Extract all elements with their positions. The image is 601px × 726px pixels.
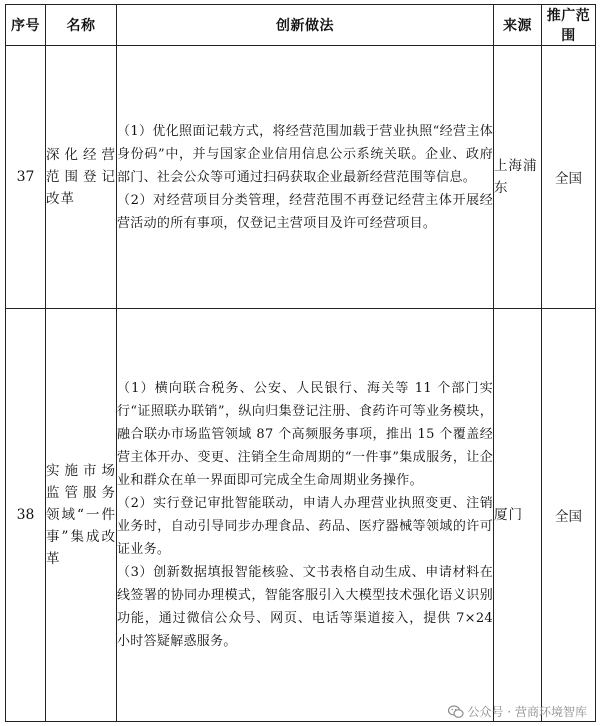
method-item: （1）优化照面记载方式，将经营范围加载于营业执照“经营主体身份码”中，并与国家企业信用信息公示系统关联。企业、政府部门、社会公众等可通过扫码获取企业最新经营范围等信息。 (117, 123, 493, 185)
row-source: 厦门 (494, 309, 542, 722)
row-name: 深化经营范围登记改革 (46, 46, 117, 309)
method-item: （1）横向联合税务、公安、人民银行、海关等 11 个部门实行“证照联办联销”，纵向归集登记注册、食药许可等业务模块，融合联办市场监管领域 87 个高频服务事项，推出 15 个覆盖经营主体开办、变更、注销全生命周期的“一件事”集成服务，让企业和群众在单一界面即可完成全生命周期业务操作。 (117, 381, 493, 488)
watermark-text: 公众号 · 营商环境智库 (467, 705, 587, 719)
row-name: 实施市场监管服务领域“一件事”集成改革 (46, 309, 117, 722)
method-item: （2）实行登记审批智能联动，申请人办理营业执照变更、注销业务时，自动引导同步办理食品、药品、医疗器械等领域的许可证业务。 (117, 496, 493, 557)
row-seq: 38 (6, 309, 46, 722)
row-method (117, 46, 494, 309)
row-seq: 37 (6, 46, 46, 309)
row-method (117, 309, 494, 722)
header-method: 创新做法 (117, 5, 494, 46)
row-scope: 全国 (542, 46, 596, 309)
table-row (6, 309, 596, 722)
row-source: 上海浦东 (494, 46, 542, 309)
header-source: 来源 (494, 5, 542, 46)
row-scope: 全国 (542, 309, 596, 722)
method-item: （2）对经营项目分类管理，经营范围不再登记经营主体开展经营活动的所有事项，仅登记主营项目及许可经营项目。 (117, 192, 493, 231)
header-name: 名称 (46, 5, 117, 46)
watermark (448, 703, 587, 720)
header-scope: 推广范围 (542, 5, 596, 46)
table-header-row (6, 5, 596, 46)
wechat-icon (448, 705, 464, 719)
innovation-table (5, 4, 596, 722)
header-seq: 序号 (6, 5, 46, 46)
table-row (6, 46, 596, 309)
method-item: （3）创新数据填报智能核验、文书表格自动生成、申请材料在线签署的协同办理模式，智能客服引入大模型技术强化语义识别功能，通过微信公众号、网页、电话等渠道接入，提供 7×24 小时答疑解惑服务。 (117, 565, 493, 649)
